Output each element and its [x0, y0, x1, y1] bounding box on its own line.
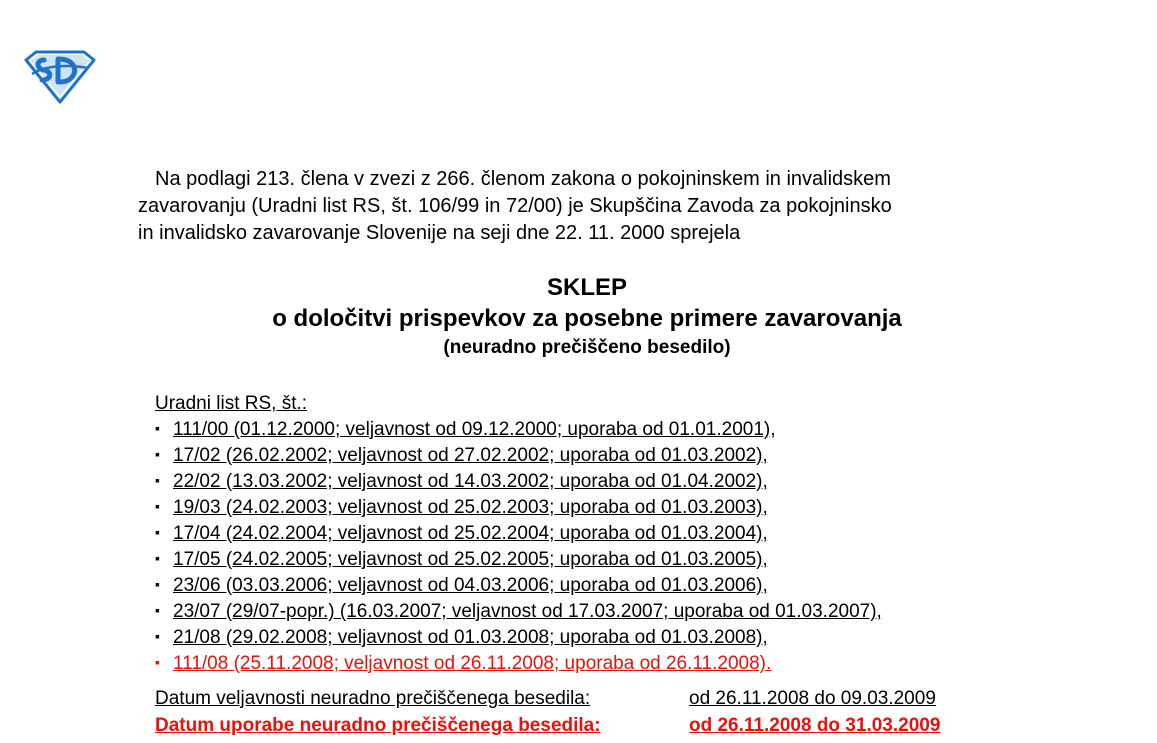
intro-line-2: zavarovanju (Uradni list RS, št. 106/99 in 72/00) je Skupščina Zavoda za pokojninsko [138, 195, 892, 217]
bullet-icon: ▪ [155, 524, 160, 540]
bullet-icon: ▪ [155, 446, 160, 462]
gazette-entry-link[interactable]: 23/07 (29/07-popr.) (16.03.2007; veljavnost od 17.03.2007; uporaba od 01.03.2007), [173, 601, 882, 622]
bullet-icon: ▪ [155, 498, 160, 514]
list-item[interactable] [155, 598, 882, 624]
bullet-icon: ▪ [155, 420, 160, 436]
gazette-entry-link[interactable]: 17/02 (26.02.2002; veljavnost od 27.02.2002; uporaba od 01.03.2002), [173, 445, 768, 466]
intro-paragraph [138, 166, 1038, 247]
list-item-latest[interactable] [155, 650, 882, 676]
gazette-entry-link[interactable]: 22/02 (13.03.2002; veljavnost od 14.03.2002; uporaba od 01.04.2002), [173, 471, 768, 492]
application-date-value: od 26.11.2008 do 31.03.2009 [689, 715, 941, 736]
bullet-icon: ▪ [155, 472, 160, 488]
bullet-icon: ▪ [155, 550, 160, 566]
document-subtitle: o določitvi prispevkov za posebne primere zavarovanja [272, 305, 902, 332]
validity-date-row [155, 685, 940, 712]
list-item[interactable] [155, 572, 882, 598]
gazette-list [155, 416, 882, 676]
bullet-icon: ▪ [155, 576, 160, 592]
validity-date-value: od 26.11.2008 do 09.03.2009 [689, 688, 936, 709]
intro-line-3: in invalidsko zavarovanje Slovenije na seji dne 22. 11. 2000 sprejela [138, 222, 741, 244]
list-item[interactable] [155, 468, 882, 494]
gazette-entry-link[interactable]: 17/05 (24.02.2005; veljavnost od 25.02.2005; uporaba od 01.03.2005), [173, 549, 768, 570]
list-item[interactable] [155, 624, 882, 650]
bullet-icon: ▪ [155, 654, 160, 670]
gazette-label: Uradni list RS, št.: [155, 393, 308, 414]
document-heading [0, 274, 1157, 360]
list-item[interactable] [155, 442, 882, 468]
intro-line-1: Na podlagi 213. člena v zvezi z 266. členom zakona o pokojninskem in invalidskem [155, 168, 891, 190]
list-item[interactable] [155, 520, 882, 546]
document-title: SKLEP [546, 274, 627, 301]
list-item[interactable] [155, 546, 882, 572]
gazette-entry-link-latest[interactable]: 111/08 (25.11.2008; veljavnost od 26.11.2008; uporaba od 26.11.2008). [173, 653, 772, 674]
bullet-icon: ▪ [155, 628, 160, 644]
validity-dates [155, 685, 940, 739]
zpiz-shield-logo-icon [22, 50, 96, 104]
gazette-entry-link[interactable]: 23/06 (03.03.2006; veljavnost od 04.03.2006; uporaba od 01.03.2006), [173, 575, 768, 596]
gazette-entry-link[interactable]: 111/00 (01.12.2000; veljavnost od 09.12.2000; uporaba od 01.01.2001), [173, 419, 776, 440]
application-date-row [155, 712, 940, 739]
validity-date-label: Datum veljavnosti neuradno prečiščenega besedila: [155, 688, 591, 709]
list-item[interactable] [155, 416, 882, 442]
document-note: (neuradno prečiščeno besedilo) [443, 337, 731, 358]
list-item[interactable] [155, 494, 882, 520]
application-date-label: Datum uporabe neuradno prečiščenega besedila: [155, 715, 601, 736]
gazette-entry-link[interactable]: 17/04 (24.02.2004; veljavnost od 25.02.2004; uporaba od 01.03.2004), [173, 523, 768, 544]
gazette-entry-link[interactable]: 21/08 (29.02.2008; veljavnost od 01.03.2008; uporaba od 01.03.2008), [173, 627, 768, 648]
gazette-entry-link[interactable]: 19/03 (24.02.2003; veljavnost od 25.02.2003; uporaba od 01.03.2003), [173, 497, 768, 518]
bullet-icon: ▪ [155, 602, 160, 618]
